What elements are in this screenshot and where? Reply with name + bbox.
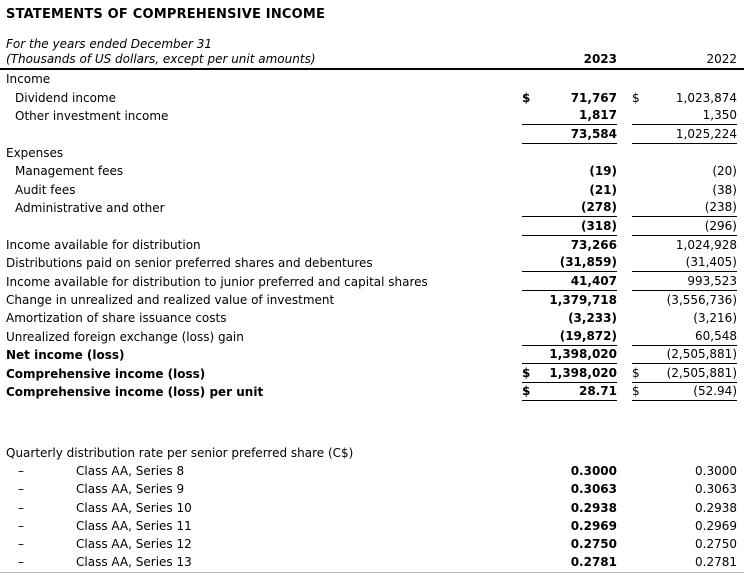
column-gap	[617, 180, 632, 198]
value-cell-2022	[632, 144, 737, 162]
dash-bullet: –	[18, 464, 24, 479]
value-cell-2023	[522, 480, 617, 498]
series-label: Class AA, Series 13	[76, 555, 192, 570]
value-cell-2022	[632, 327, 737, 345]
page-title: STATEMENTS OF COMPREHENSIVE INCOME	[6, 7, 326, 22]
value-2023: 1,379,718	[549, 293, 617, 308]
value-cell-2022	[632, 498, 737, 516]
row-label: Management fees	[15, 164, 124, 179]
dollar-sign: $	[522, 384, 531, 399]
value-2022: (3,216)	[693, 311, 737, 326]
value-cell-2022	[632, 291, 737, 309]
statement-row	[0, 383, 744, 401]
dash-bullet: –	[18, 518, 24, 533]
value-cell-2022	[632, 180, 737, 198]
row-label: Amortization of share issuance costs	[6, 311, 227, 326]
value-cell-2023	[522, 180, 617, 198]
value-cell-2023	[522, 125, 617, 143]
column-gap	[617, 346, 632, 364]
quarterly-table	[0, 462, 744, 571]
value-cell-2022	[632, 107, 737, 125]
statement-row	[0, 236, 744, 254]
value-cell-2023	[522, 553, 617, 571]
value-2023: 73,266	[570, 237, 617, 252]
column-gap	[617, 144, 632, 162]
statement-row	[0, 180, 744, 198]
value-cell-2023	[522, 327, 617, 345]
dollar-sign: $	[522, 90, 531, 105]
column-gap	[617, 107, 632, 125]
value-2022: (296)	[704, 218, 737, 233]
row-label	[6, 125, 522, 143]
value-2023: 0.2938	[570, 500, 617, 515]
column-gap	[617, 199, 632, 217]
value-2022: 0.2750	[695, 536, 737, 551]
series-label: Class AA, Series 10	[76, 500, 192, 515]
dollar-sign: $	[632, 384, 640, 399]
value-cell-2022	[632, 236, 737, 254]
value-cell-2023	[522, 272, 617, 290]
series-label: Class AA, Series 11	[76, 518, 192, 533]
row-label: Dividend income	[15, 90, 116, 105]
value-2023: 71,767	[570, 90, 617, 105]
column-gap	[617, 217, 632, 235]
value-cell-2023	[522, 254, 617, 272]
dash-bullet: –	[18, 555, 24, 570]
section-row	[0, 70, 744, 88]
value-2022: (238)	[704, 200, 737, 215]
value-cell-2023	[522, 88, 617, 106]
value-2023: (21)	[589, 182, 617, 197]
column-gap	[617, 553, 632, 571]
value-cell-2023	[522, 217, 617, 235]
column-gap	[617, 291, 632, 309]
value-2023: 0.2969	[570, 518, 617, 533]
value-2023: 41,407	[570, 273, 617, 288]
statement-row	[0, 346, 744, 364]
value-2022: 0.3000	[695, 464, 737, 479]
value-2023: 1,817	[579, 108, 617, 123]
dash-bullet: –	[18, 536, 24, 551]
value-2023: (278)	[580, 200, 617, 215]
statement-row	[0, 327, 744, 345]
value-cell-2023	[522, 291, 617, 309]
value-cell-2022	[632, 364, 737, 382]
value-2022: (2,505,881)	[666, 347, 737, 362]
row-label: Income	[6, 72, 51, 87]
statement-row	[0, 254, 744, 272]
value-2022: (3,556,736)	[666, 293, 737, 308]
quarterly-row	[0, 462, 744, 480]
dollar-sign: $	[522, 365, 531, 380]
value-cell-2022	[632, 346, 737, 364]
statement-row	[0, 291, 744, 309]
dollar-sign: $	[632, 90, 640, 105]
series-label: Class AA, Series 8	[76, 464, 185, 479]
value-cell-2022	[632, 88, 737, 106]
row-label: Net income (loss)	[6, 348, 125, 363]
column-gap	[617, 162, 632, 180]
dollar-sign: $	[632, 365, 640, 380]
column-gap	[617, 236, 632, 254]
value-cell-2022	[632, 162, 737, 180]
value-2022: 0.2938	[695, 500, 737, 515]
row-label: Change in unrealized and realized value of investment	[6, 293, 335, 308]
column-gap	[617, 309, 632, 327]
value-cell-2022	[632, 309, 737, 327]
dash-bullet: –	[18, 482, 24, 497]
value-2023: 0.3000	[570, 464, 617, 479]
statement-row	[0, 88, 744, 106]
value-cell-2023	[522, 144, 617, 162]
value-cell-2023	[522, 346, 617, 364]
value-cell-2023	[522, 309, 617, 327]
units-line: (Thousands of US dollars, except per unit amounts)	[6, 52, 316, 66]
value-2023: 1,398,020	[549, 347, 617, 362]
value-2022: (52.94)	[693, 384, 737, 399]
value-cell-2023	[522, 364, 617, 382]
column-gap	[617, 498, 632, 516]
column-gap	[617, 125, 632, 143]
quarterly-row	[0, 517, 744, 535]
value-2022: (38)	[712, 182, 737, 197]
statement-table	[0, 70, 744, 401]
value-2023: 28.71	[579, 384, 617, 399]
row-label: Audit fees	[15, 182, 76, 197]
period-line: For the years ended December 31	[6, 37, 213, 51]
column-gap	[617, 535, 632, 553]
column-gap	[617, 480, 632, 498]
value-cell-2022	[632, 462, 737, 480]
value-2022: 0.2781	[695, 555, 737, 570]
value-cell-2022	[632, 517, 737, 535]
quarterly-heading: Quarterly distribution rate per senior preferred share (C$)	[6, 446, 354, 461]
quarterly-row	[0, 480, 744, 498]
row-label: Administrative and other	[15, 201, 165, 216]
row-label	[6, 217, 522, 235]
dash-bullet: –	[18, 500, 24, 515]
row-label: Distributions paid on senior preferred shares and debentures	[6, 256, 373, 271]
column-gap	[617, 88, 632, 106]
value-cell-2023	[522, 70, 617, 88]
value-cell-2023	[522, 535, 617, 553]
value-2023: (19,872)	[559, 328, 617, 343]
value-2022: 1,023,874	[675, 90, 737, 105]
quarterly-row	[0, 535, 744, 553]
quarterly-row	[0, 498, 744, 516]
series-label: Class AA, Series 9	[76, 482, 185, 497]
column-header-2023: 2023	[583, 52, 617, 66]
value-2022: 1,025,224	[675, 126, 737, 141]
column-header-row	[0, 51, 744, 68]
value-cell-2022	[632, 535, 737, 553]
column-header-2022: 2022	[706, 52, 737, 66]
row-label: Comprehensive income (loss) per unit	[6, 385, 264, 400]
quarterly-row	[0, 553, 744, 571]
statement-row	[0, 364, 744, 382]
value-cell-2022	[632, 125, 737, 143]
value-cell-2023	[522, 162, 617, 180]
value-cell-2022	[632, 553, 737, 571]
value-cell-2022	[632, 480, 737, 498]
value-2022: (31,405)	[685, 255, 737, 270]
value-cell-2023	[522, 498, 617, 516]
column-gap	[617, 70, 632, 88]
value-2023: 1,398,020	[549, 365, 617, 380]
value-cell-2022	[632, 254, 737, 272]
value-2022: 0.3063	[695, 482, 737, 497]
column-gap	[617, 364, 632, 382]
value-cell-2022	[632, 70, 737, 88]
row-label: Income available for distribution	[6, 237, 201, 252]
value-2023: (318)	[580, 218, 617, 233]
column-gap	[617, 383, 632, 401]
row-label: Income available for distribution to junior preferred and capital shares	[6, 274, 428, 289]
value-cell-2022	[632, 199, 737, 217]
value-cell-2022	[632, 272, 737, 290]
statement-row	[0, 217, 744, 235]
value-2022: (20)	[712, 164, 737, 179]
statement-row	[0, 199, 744, 217]
column-gap	[617, 327, 632, 345]
quarterly-distribution-section	[0, 444, 744, 571]
statement-row	[0, 272, 744, 290]
value-cell-2023	[522, 107, 617, 125]
value-cell-2023	[522, 462, 617, 480]
value-cell-2022	[632, 217, 737, 235]
row-label: Expenses	[6, 145, 64, 160]
row-label: Unrealized foreign exchange (loss) gain	[6, 329, 244, 344]
value-2022: 1,350	[702, 108, 737, 123]
value-2023: 73,584	[570, 126, 617, 141]
value-2023: 0.2750	[570, 536, 617, 551]
value-2023: (3,233)	[568, 311, 617, 326]
column-gap	[617, 51, 632, 68]
statement-row	[0, 162, 744, 180]
series-label: Class AA, Series 12	[76, 536, 192, 551]
statement-row	[0, 107, 744, 125]
section-row	[0, 144, 744, 162]
column-gap	[617, 254, 632, 272]
value-cell-2023	[522, 236, 617, 254]
value-cell-2023	[522, 517, 617, 535]
column-gap	[617, 517, 632, 535]
value-cell-2023	[522, 383, 617, 401]
value-2023: 0.3063	[570, 482, 617, 497]
column-gap	[617, 462, 632, 480]
statement-row	[0, 125, 744, 143]
value-2023: (19)	[589, 164, 617, 179]
value-2022: 60,548	[695, 328, 737, 343]
value-2023: (31,859)	[559, 255, 617, 270]
value-cell-2023	[522, 199, 617, 217]
row-label: Comprehensive income (loss)	[6, 366, 206, 381]
value-2022: 1,024,928	[675, 237, 737, 252]
value-2022: 0.2969	[695, 518, 737, 533]
column-gap	[617, 272, 632, 290]
value-2022: 993,523	[687, 273, 737, 288]
value-cell-2022	[632, 383, 737, 401]
value-2022: (2,505,881)	[666, 365, 737, 380]
value-2023: 0.2781	[570, 555, 617, 570]
statement-row	[0, 309, 744, 327]
row-label: Other investment income	[15, 109, 169, 124]
